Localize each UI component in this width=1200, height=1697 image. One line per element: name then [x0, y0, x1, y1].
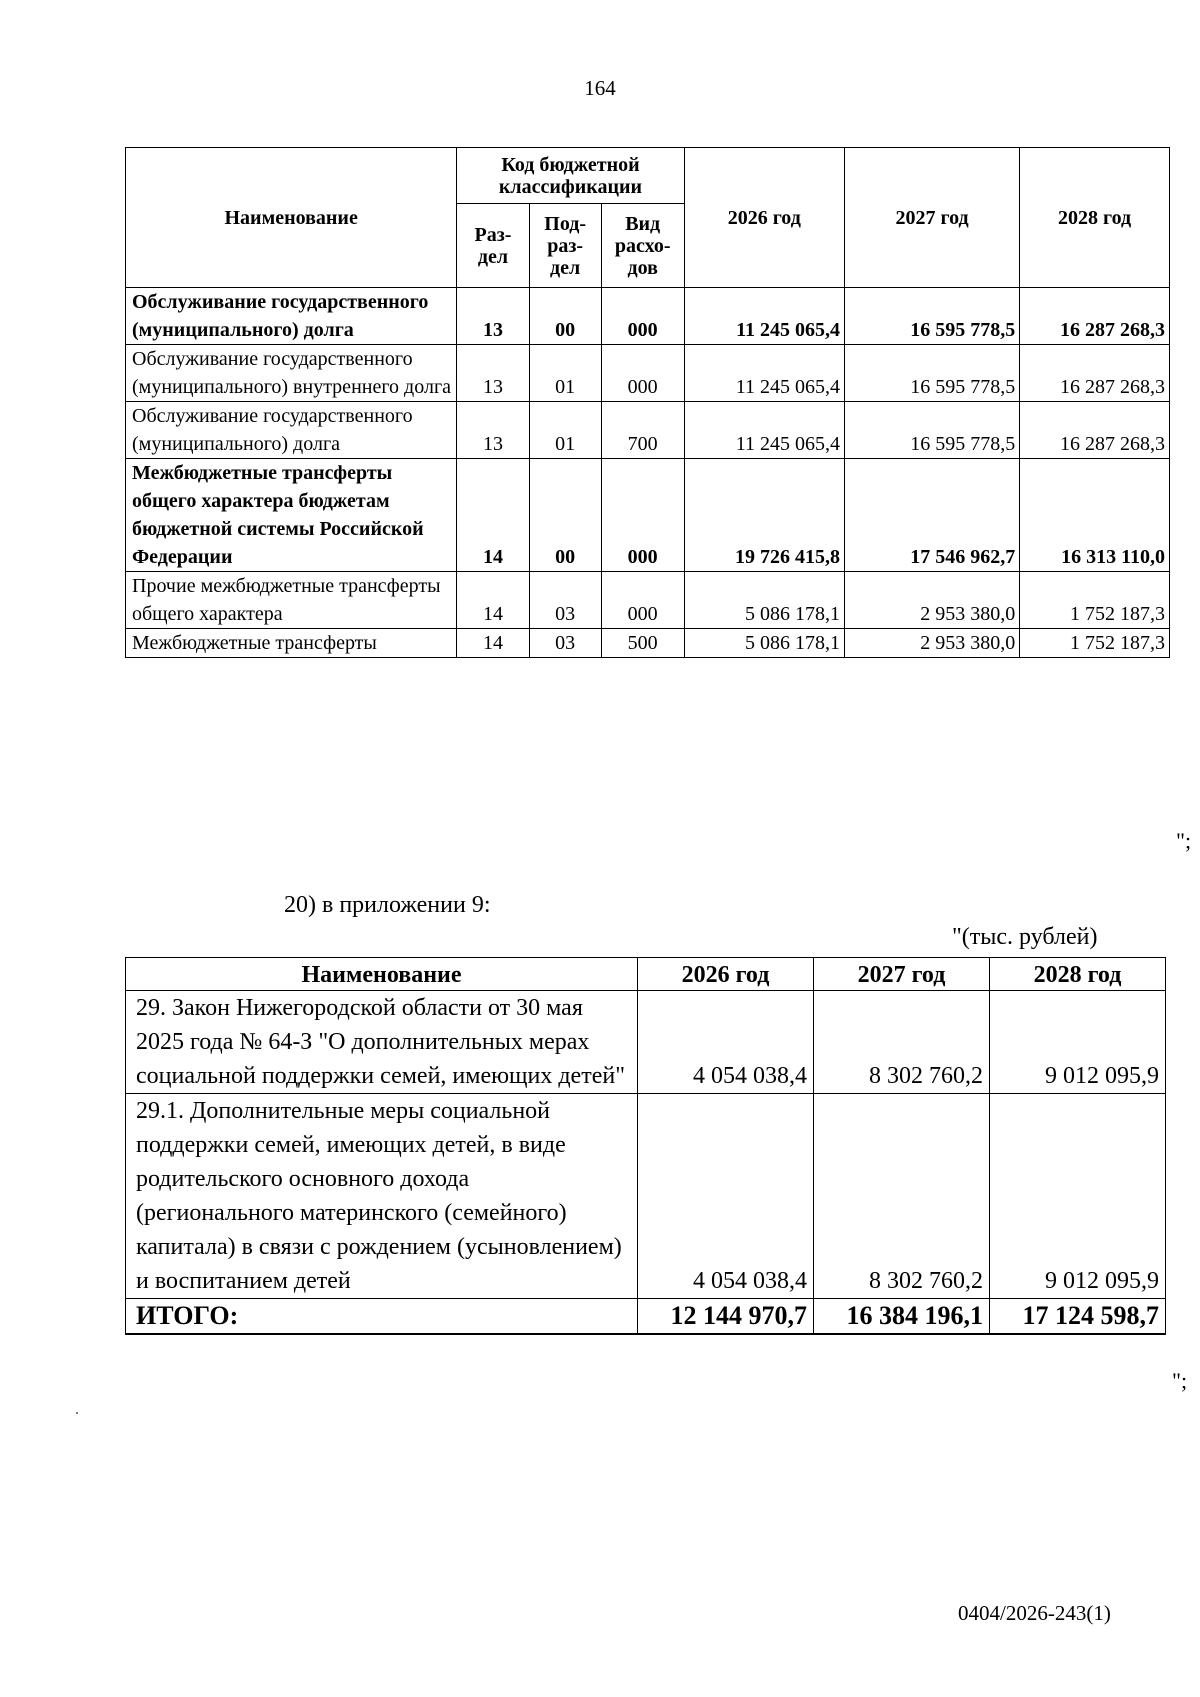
- table1-closing-quote: ";: [1176, 828, 1192, 853]
- table2-closing-quote: ";: [1172, 1368, 1188, 1393]
- row-2027: 2 953 380,0: [844, 572, 1019, 629]
- page-number: 164: [584, 76, 616, 100]
- table-row: [126, 1094, 1166, 1299]
- row-name: Межбюджетные трансферты общего характера бюджетам бюджетной системы Российской Федерации: [126, 459, 457, 572]
- row-2027: 17 546 962,7: [844, 459, 1019, 572]
- header-razdel: Раз- дел: [457, 204, 529, 288]
- row-vid: 500: [601, 629, 684, 658]
- row-name: Обслуживание государственного (муниципального) долга: [126, 402, 457, 459]
- row-vid: 700: [601, 402, 684, 459]
- total-2028: 17 124 598,7: [990, 1299, 1166, 1335]
- header-name: Наименование: [126, 148, 457, 288]
- row-vid: 000: [601, 459, 684, 572]
- table-row: [126, 288, 1170, 345]
- table-row: [126, 345, 1170, 402]
- row-podrazdel: 00: [529, 459, 601, 572]
- row-2027: 16 595 778,5: [844, 288, 1019, 345]
- units-label: "(тыс. рублей): [952, 924, 1098, 950]
- table-row: [126, 402, 1170, 459]
- table-row: [126, 991, 1166, 1094]
- row-2026: 5 086 178,1: [684, 629, 844, 658]
- row-2026: 11 245 065,4: [684, 345, 844, 402]
- row-2028: 16 287 268,3: [1020, 345, 1170, 402]
- row-podrazdel: 01: [529, 345, 601, 402]
- header-vid: Вид расхо- дов: [601, 204, 684, 288]
- row-podrazdel: 03: [529, 572, 601, 629]
- document-code: 0404/2026-243(1): [958, 1601, 1111, 1625]
- row-2028: 1 752 187,3: [1020, 629, 1170, 658]
- row-name: 29. Закон Нижегородской области от 30 мая 2025 года № 64-З "О дополнительных мерах социальной поддержки семей, имеющих детей": [126, 991, 638, 1094]
- row-podrazdel: 00: [529, 288, 601, 345]
- row-2026: 4 054 038,4: [638, 991, 814, 1094]
- total-2026: 12 144 970,7: [638, 1299, 814, 1335]
- header-2028: 2028 год: [990, 958, 1166, 991]
- row-vid: 000: [601, 345, 684, 402]
- table-row: [126, 629, 1170, 658]
- row-2028: 9 012 095,9: [990, 1094, 1166, 1299]
- total-label: ИТОГО:: [126, 1299, 638, 1335]
- row-2028: 16 287 268,3: [1020, 402, 1170, 459]
- intro-text: 20) в приложении 9:: [284, 892, 491, 918]
- row-razdel: 14: [457, 572, 529, 629]
- row-name: Обслуживание государственного (муниципального) долга: [126, 288, 457, 345]
- row-vid: 000: [601, 572, 684, 629]
- row-2026: 11 245 065,4: [684, 402, 844, 459]
- row-2027: 16 595 778,5: [844, 402, 1019, 459]
- row-name: 29.1. Дополнительные меры социальной поддержки семей, имеющих детей, в виде родительского основного дохода (регионального материнского (семейного) капитала) в связи с рождением (усыновлением) и воспитанием детей: [126, 1094, 638, 1299]
- row-podrazdel: 01: [529, 402, 601, 459]
- row-vid: 000: [601, 288, 684, 345]
- header-2027: 2027 год: [844, 148, 1019, 288]
- scan-speck: [76, 1412, 78, 1414]
- row-2028: 16 313 110,0: [1020, 459, 1170, 572]
- row-2028: 1 752 187,3: [1020, 572, 1170, 629]
- table-row: [126, 459, 1170, 572]
- row-name: Межбюджетные трансферты: [126, 629, 457, 658]
- header-2027: 2027 год: [814, 958, 990, 991]
- row-razdel: 13: [457, 288, 529, 345]
- row-podrazdel: 03: [529, 629, 601, 658]
- total-row: [126, 1299, 1166, 1335]
- header-name: Наименование: [126, 958, 638, 991]
- budget-classification-table: [125, 147, 1170, 658]
- row-name: Обслуживание государственного (муниципального) внутреннего долга: [126, 345, 457, 402]
- header-2026: 2026 год: [638, 958, 814, 991]
- row-razdel: 13: [457, 402, 529, 459]
- row-razdel: 13: [457, 345, 529, 402]
- row-razdel: 14: [457, 459, 529, 572]
- row-razdel: 14: [457, 629, 529, 658]
- header-podrazdel: Под- раз- дел: [529, 204, 601, 288]
- row-2026: 4 054 038,4: [638, 1094, 814, 1299]
- row-2027: 16 595 778,5: [844, 345, 1019, 402]
- row-2027: 2 953 380,0: [844, 629, 1019, 658]
- table-row: [126, 572, 1170, 629]
- row-2027: 8 302 760,2: [814, 991, 990, 1094]
- total-2027: 16 384 196,1: [814, 1299, 990, 1335]
- row-2026: 11 245 065,4: [684, 288, 844, 345]
- row-name: Прочие межбюджетные трансферты общего характера: [126, 572, 457, 629]
- header-2026: 2026 год: [684, 148, 844, 288]
- row-2028: 9 012 095,9: [990, 991, 1166, 1094]
- header-kbk: Код бюджетной классификации: [457, 148, 684, 204]
- header-2028: 2028 год: [1020, 148, 1170, 288]
- row-2028: 16 287 268,3: [1020, 288, 1170, 345]
- row-2026: 19 726 415,8: [684, 459, 844, 572]
- row-2026: 5 086 178,1: [684, 572, 844, 629]
- row-2027: 8 302 760,2: [814, 1094, 990, 1299]
- appendix-9-table: [125, 957, 1166, 1335]
